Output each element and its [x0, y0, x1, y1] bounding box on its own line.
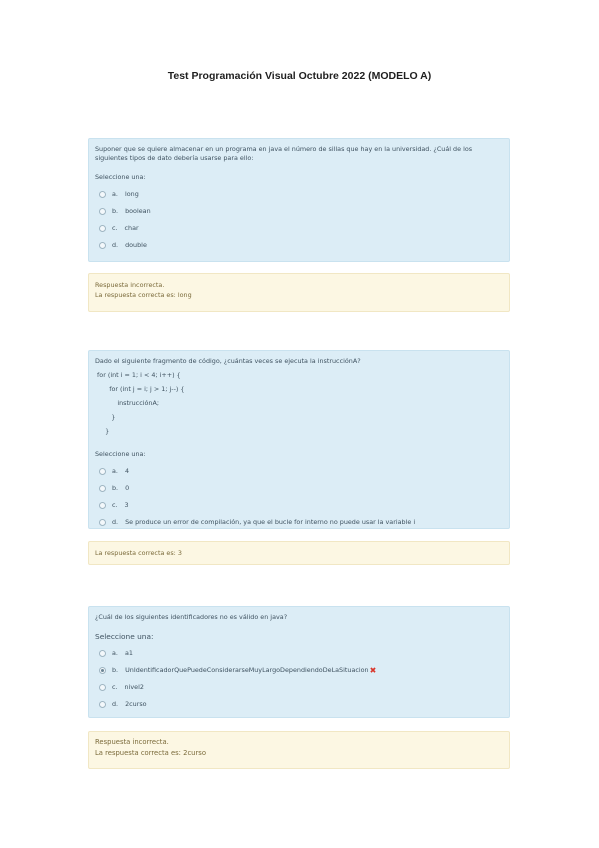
option-letter: c. [112, 224, 118, 232]
option-letter: c. [112, 501, 118, 509]
option-text: char [124, 224, 139, 232]
option-a[interactable] [95, 186, 503, 203]
radio-button[interactable] [99, 225, 106, 232]
option-d[interactable] [95, 237, 503, 254]
question-text: Suponer que se quiere almacenar en un programa en java el número de sillas que hay en la universidad. ¿Cuál de los siguientes tipos de dato debería usarse para ello: [95, 145, 473, 162]
question-3 [88, 606, 510, 718]
radio-button[interactable] [99, 191, 106, 198]
option-letter: a. [112, 190, 118, 198]
option-text: 2curso [125, 700, 147, 708]
option-letter: a. [112, 649, 118, 657]
option-c[interactable] [95, 220, 503, 237]
select-label: Seleccione una: [95, 173, 146, 181]
cross-icon: ✖ [369, 666, 377, 675]
feedback-result: Respuesta incorrecta. [95, 738, 169, 746]
question-2 [88, 350, 510, 529]
option-text: Se produce un error de compilación, ya que el bucle for interno no puede usar la variable i [125, 518, 416, 526]
option-text: long [124, 190, 139, 198]
question-1 [88, 138, 510, 262]
option-c[interactable] [95, 679, 503, 696]
option-text: boolean [125, 207, 151, 215]
radio-button[interactable] [99, 684, 106, 691]
select-label: Seleccione una: [95, 450, 146, 458]
question-text: ¿Cuál de los siguientes identificadores no es válido en java? [95, 613, 288, 621]
option-text: UnIdentificadorQuePuedeConsiderarseMuyLargoDependiendoDeLaSituacion [125, 666, 369, 674]
feedback-2 [88, 541, 510, 565]
code-snippet: for (int i = 1; i < 4; i++) { for (int j = i; j > 1; j--) { instrucciónA; } } [97, 371, 185, 435]
option-text: double [125, 241, 147, 249]
feedback-correct-answer: La respuesta correcta es: 3 [95, 549, 182, 557]
option-letter: b. [112, 484, 119, 492]
option-text: nivel2 [124, 683, 144, 691]
option-letter: d. [112, 241, 119, 249]
radio-button[interactable] [99, 485, 106, 492]
option-d[interactable] [95, 696, 503, 713]
option-c[interactable] [95, 497, 503, 514]
radio-button[interactable] [99, 208, 106, 215]
radio-button[interactable] [99, 502, 106, 509]
option-text: 0 [125, 484, 130, 492]
option-letter: c. [112, 683, 118, 691]
option-b[interactable] [95, 203, 503, 220]
page-title: Test Programación Visual Octubre 2022 (MODELO A) [167, 70, 432, 82]
feedback-3 [88, 731, 510, 769]
feedback-correct-answer: La respuesta correcta es: long [95, 291, 192, 299]
select-label: Seleccione una: [95, 632, 154, 641]
option-letter: b. [112, 207, 119, 215]
option-letter: d. [112, 700, 119, 708]
option-a[interactable] [95, 463, 503, 480]
radio-button[interactable] [99, 468, 106, 475]
option-text: 4 [124, 467, 130, 475]
radio-button[interactable] [99, 519, 106, 526]
radio-button[interactable] [99, 701, 106, 708]
option-b[interactable] [95, 662, 503, 679]
option-b[interactable] [95, 480, 503, 497]
radio-button[interactable] [99, 650, 106, 657]
radio-button[interactable] [99, 242, 106, 249]
option-letter: b. [112, 666, 119, 674]
feedback-1 [88, 273, 510, 312]
option-letter: a. [112, 467, 118, 475]
feedback-correct-answer: La respuesta correcta es: 2curso [95, 749, 206, 757]
radio-button-selected[interactable] [99, 667, 106, 674]
question-text: Dado el siguiente fragmento de código, ¿cuántas veces se ejecuta la instrucciónA? [95, 357, 361, 365]
feedback-result: Respuesta incorrecta. [95, 281, 165, 289]
option-letter: d. [112, 518, 119, 526]
option-a[interactable] [95, 645, 503, 662]
option-d[interactable] [95, 514, 503, 531]
option-text: a1 [124, 649, 133, 657]
option-text: 3 [124, 501, 129, 509]
